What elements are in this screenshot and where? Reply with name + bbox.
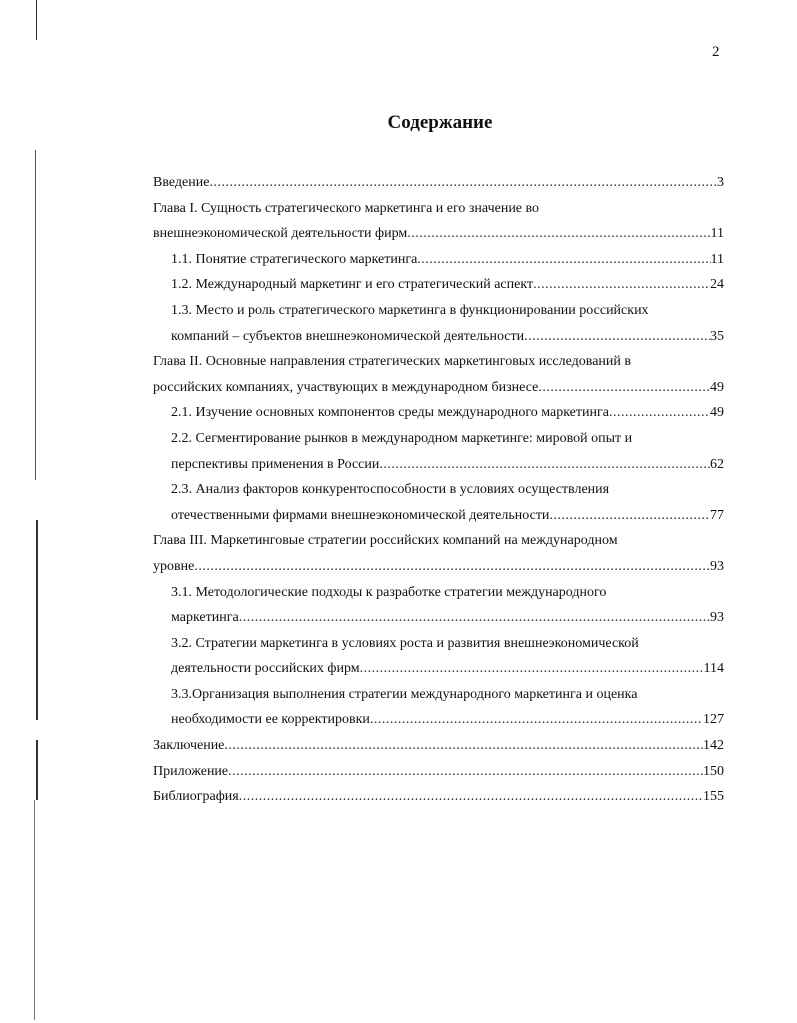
- dot-leader: [609, 400, 710, 426]
- toc-entry-title: деятельности российских фирм: [171, 661, 360, 677]
- toc-entry[interactable]: [153, 682, 724, 733]
- page-number: 2: [712, 44, 720, 60]
- toc-entry-title: Глава I. Сущность стратегического маркетинга и его значение во: [153, 200, 540, 216]
- toc-entry-title: компаний – субъектов внешнеэкономической деятельности: [171, 328, 525, 344]
- toc-entry-page: 49: [710, 379, 724, 395]
- dot-leader: [379, 452, 710, 478]
- dot-leader: [209, 170, 717, 196]
- toc-entry-title: Библиография: [153, 789, 239, 805]
- toc-entry-title: Глава II. Основные направления стратегических маркетинговых исследований в: [153, 354, 631, 370]
- dot-leader: [239, 605, 710, 631]
- toc-entry-title: отечественными фирмами внешнеэкономической деятельности: [171, 507, 550, 523]
- toc-entry-page: 24: [710, 277, 724, 293]
- toc-entry[interactable]: [153, 196, 724, 247]
- toc-entry-title: 2.3. Анализ факторов конкурентоспособности в условиях осуществления: [171, 482, 610, 498]
- dot-leader: [524, 324, 710, 350]
- toc-entry-title: внешнеэкономической деятельности фирм: [153, 226, 408, 242]
- dot-leader: [194, 554, 710, 580]
- dot-leader: [360, 656, 704, 682]
- toc-entry-page: 155: [703, 789, 724, 805]
- scan-edge-artifact: [32, 0, 42, 1023]
- toc-entry[interactable]: [153, 400, 724, 426]
- toc-entry[interactable]: [153, 528, 724, 579]
- toc-entry-page: 11: [710, 251, 724, 267]
- toc-entry-title: 1.3. Место и роль стратегического маркетинга в функционировании российских: [171, 302, 649, 318]
- toc-entry-title: Введение: [153, 175, 210, 190]
- toc-entry-title: 1.2. Международный маркетинг и его стратегический аспект: [171, 277, 534, 293]
- toc-entry-title: Глава III. Маркетинговые стратегии российских компаний на международном: [153, 533, 618, 549]
- dot-leader: [417, 247, 710, 273]
- toc-entry-title: 3.1. Методологические подходы к разработке стратегии международного: [171, 584, 607, 600]
- toc-entry-page: 49: [710, 405, 724, 421]
- dot-leader: [549, 503, 710, 529]
- toc-entry-page: 93: [710, 558, 724, 574]
- toc-entry[interactable]: [153, 580, 724, 631]
- toc-entry-page: 62: [710, 456, 724, 472]
- toc-entry-page: 35: [710, 328, 724, 344]
- toc-entry-title: 2.2. Сегментирование рынков в международном маркетинге: мировой опыт и: [171, 430, 633, 446]
- toc-entry-title: 3.3.Организация выполнения стратегии международного маркетинга и оценка: [171, 686, 638, 702]
- dot-leader: [224, 733, 703, 759]
- toc-entry[interactable]: [153, 631, 724, 682]
- toc-entry-title: уровне: [153, 558, 195, 574]
- toc-entry-title: перспективы применения в России: [171, 456, 380, 472]
- page-title: Содержание: [387, 112, 493, 133]
- toc-entry-title: Заключение: [153, 738, 225, 754]
- toc-entry-page: 93: [710, 610, 724, 626]
- dot-leader: [538, 375, 710, 401]
- toc-entry-page: 114: [703, 661, 724, 677]
- toc-entry-title: 1.1. Понятие стратегического маркетинга: [171, 251, 418, 267]
- toc-entry[interactable]: [153, 477, 724, 528]
- toc-entry-page: 142: [703, 738, 724, 754]
- toc-entry[interactable]: [153, 733, 724, 759]
- toc-entry-page: 127: [703, 712, 724, 728]
- toc-entry-title: необходимости ее корректировки: [171, 712, 370, 728]
- toc-entry-title: маркетинга: [171, 610, 239, 626]
- dot-leader: [370, 707, 703, 733]
- toc-entry-title: 3.2. Стратегии маркетинга в условиях роста и развития внешнеэкономической: [171, 635, 639, 651]
- toc-entry-title: Приложение: [153, 763, 229, 779]
- toc-entry-page: 3: [717, 175, 724, 190]
- toc-entry-title: российских компаниях, участвующих в международном бизнесе: [153, 379, 539, 395]
- toc-entry-title: 2.1. Изучение основных компонентов среды международного маркетинга: [171, 405, 609, 421]
- toc-entry[interactable]: [153, 759, 724, 785]
- toc-entry[interactable]: [153, 247, 724, 273]
- toc-entry-page: 11: [710, 226, 724, 242]
- dot-leader: [407, 221, 710, 247]
- dot-leader: [533, 272, 710, 298]
- toc-entry[interactable]: [153, 170, 724, 196]
- toc-entry-page: 77: [710, 507, 724, 523]
- toc-entry[interactable]: [153, 349, 724, 400]
- toc-entry[interactable]: [153, 426, 724, 477]
- dot-leader: [228, 759, 703, 785]
- dot-leader: [239, 784, 703, 810]
- toc-entry[interactable]: [153, 784, 724, 810]
- toc-entry-page: 150: [703, 763, 724, 779]
- table-of-contents: [153, 170, 724, 810]
- toc-entry[interactable]: [153, 298, 724, 349]
- toc-entry[interactable]: [153, 272, 724, 298]
